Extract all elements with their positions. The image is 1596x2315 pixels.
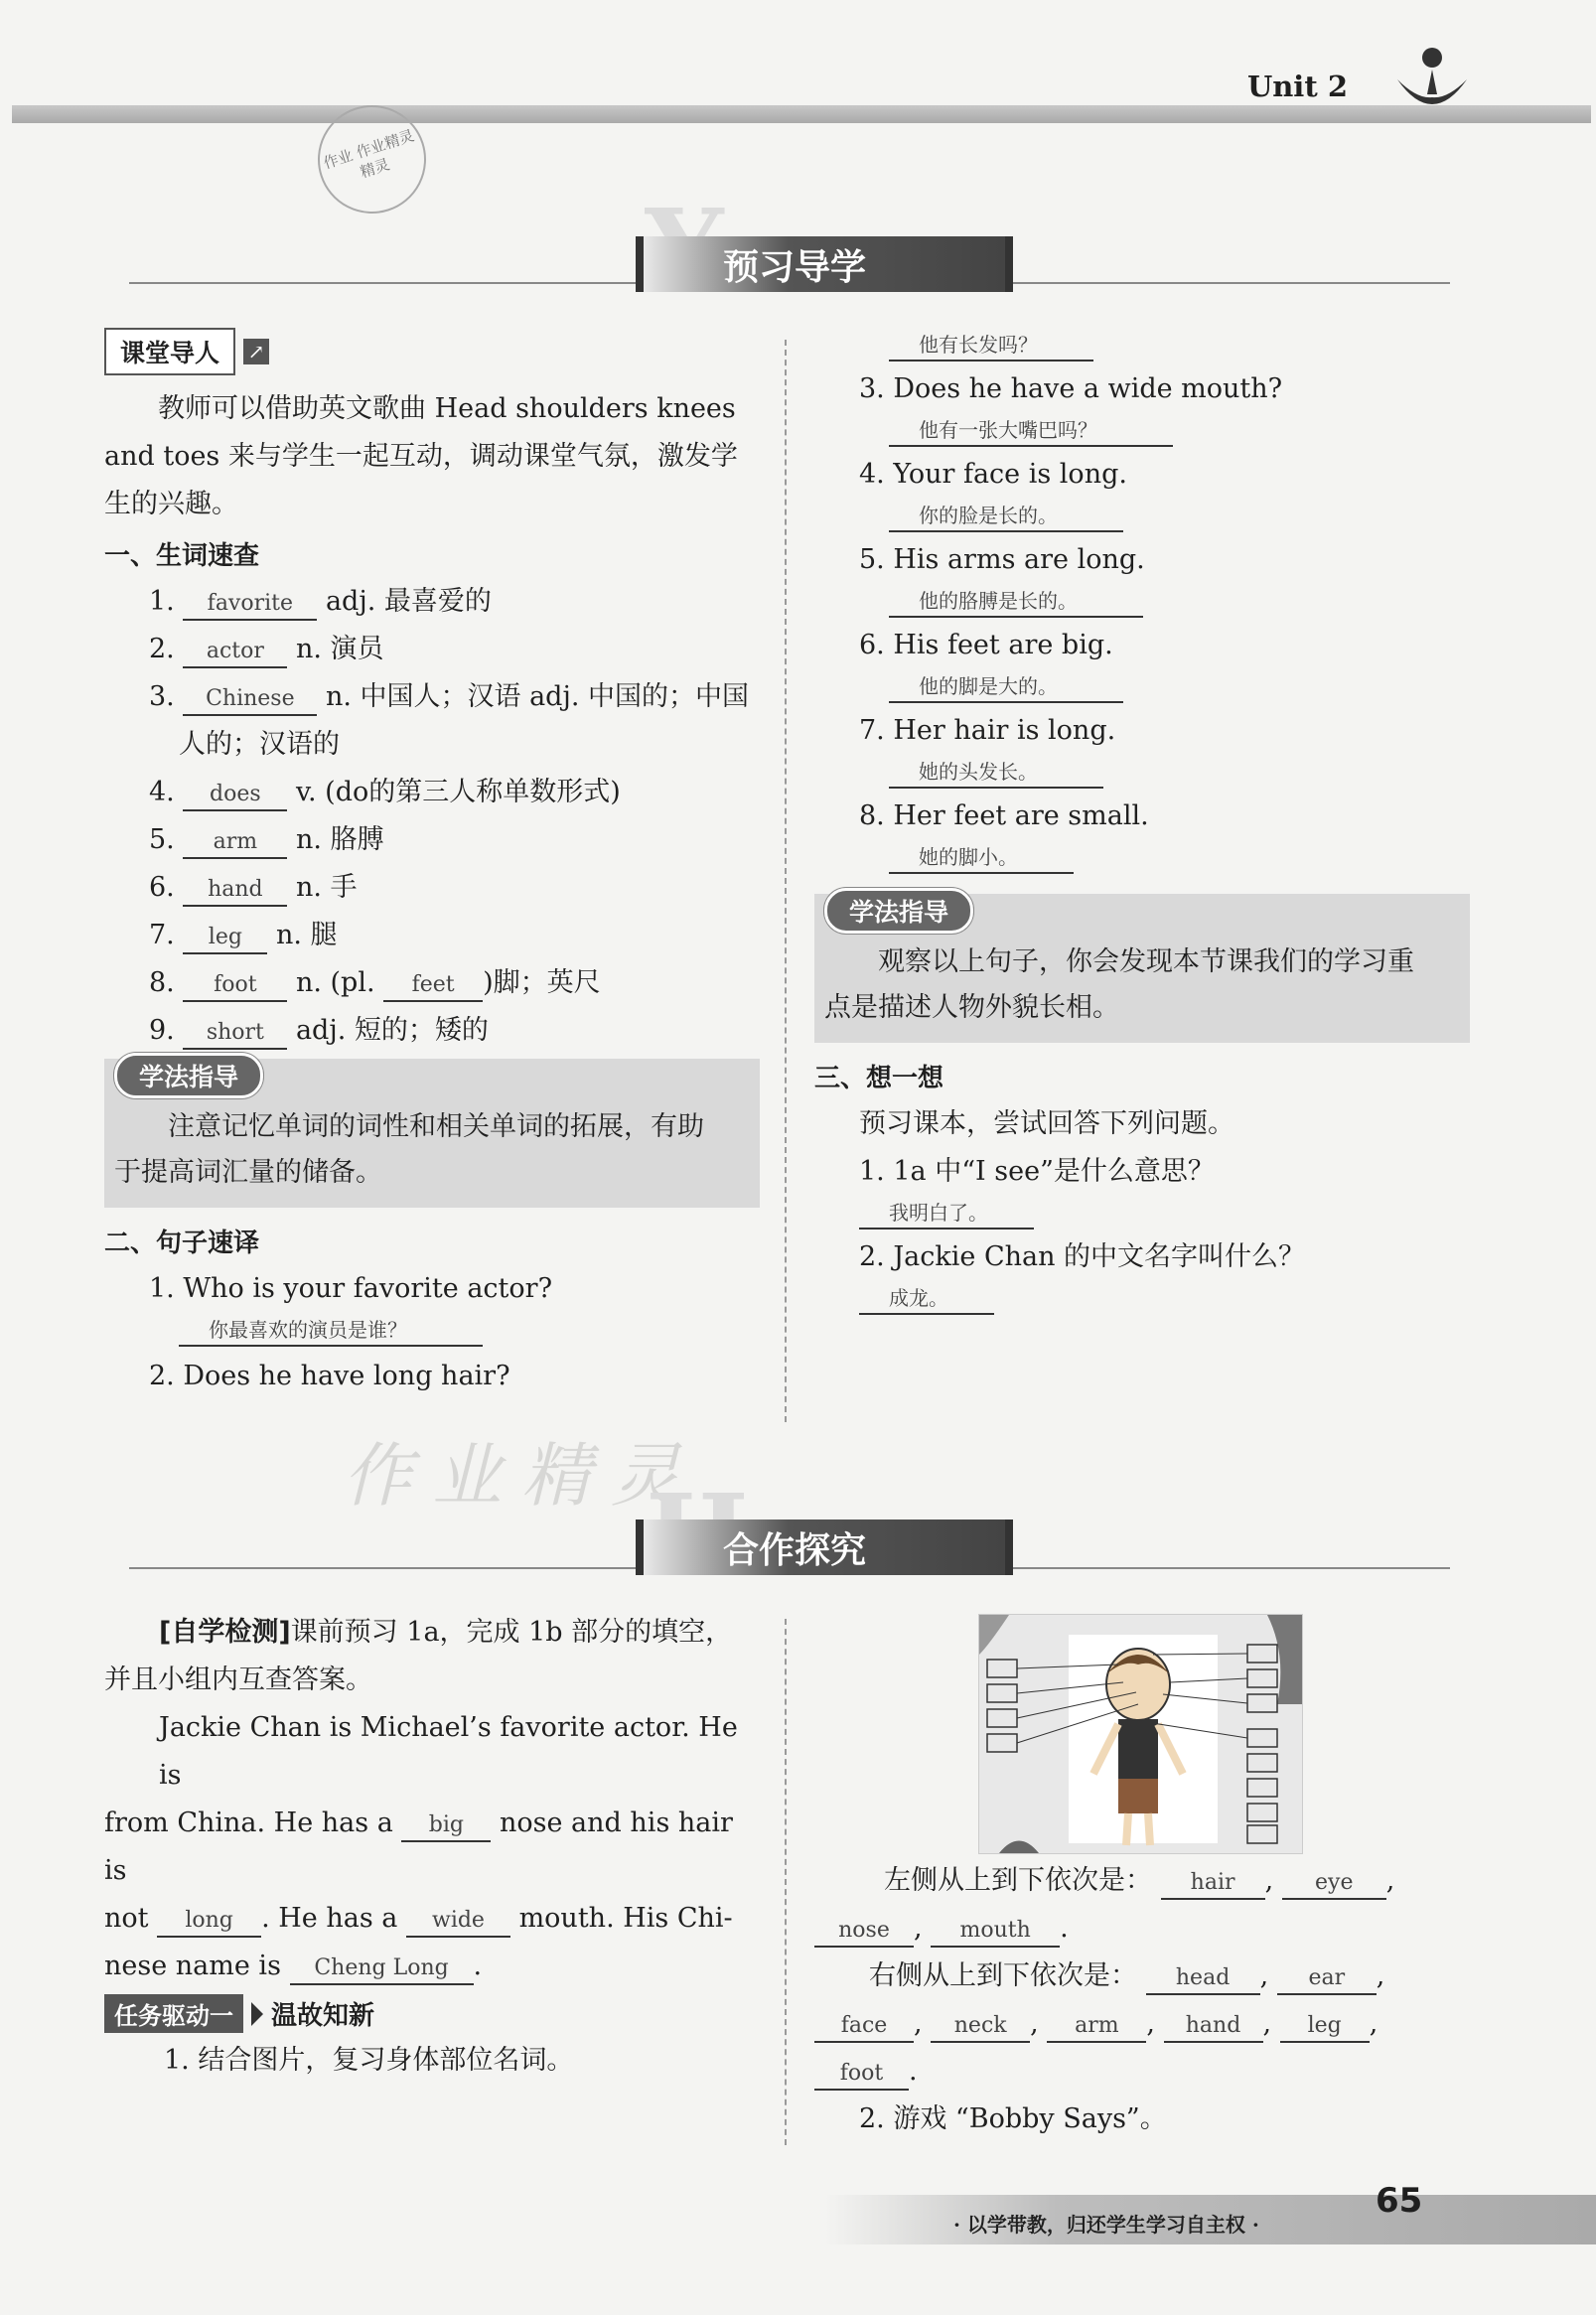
left-column-1: [104, 328, 760, 1400]
passage-line: nese name is Cheng Long .: [104, 1943, 760, 1990]
sentence: 3. Does he have a wide mouth?: [859, 373, 1283, 404]
translate-heading: 二、句子速译: [104, 1229, 260, 1258]
sentence-answer: 他的脚是大的。: [889, 671, 1123, 703]
intro-line-2: and toes 来与学生一起互动，调动课堂气氛，激发学: [104, 441, 738, 472]
sentence: 5. His arms are long.: [859, 544, 1145, 575]
section-title-banner: [636, 236, 1013, 292]
boy-illustration: [979, 1615, 1302, 1853]
think-intro: 预习课本，尝试回答下列问题。: [859, 1108, 1234, 1139]
right-column-2: [814, 1857, 1470, 2143]
sentence: 6. His feet are big.: [859, 630, 1113, 660]
right-column-1: [814, 328, 1470, 1315]
vocab-item: 8. foot n. (pl. feet )脚；英尺: [104, 959, 760, 1007]
tip-text: 点是描述人物外貌长相。: [824, 992, 1119, 1023]
sentence-answer: 他的胳膊是长的。: [889, 586, 1143, 618]
game-item: 2. 游戏 “Bobby Says”。: [859, 2103, 1167, 2134]
tip-text: 注意记忆单词的词性和相关单词的拓展，有助: [168, 1111, 704, 1142]
sentence-answer: 她的脚小。: [889, 842, 1074, 874]
sentence-answer: 你最喜欢的演员是谁？: [179, 1315, 483, 1347]
think-heading: 三、想一想: [814, 1064, 944, 1093]
left-side-answers: 左侧从上到下依次是： hair , eye ,: [814, 1857, 1470, 1905]
section-title-banner: [636, 1519, 1013, 1575]
vocab-heading: 一、生词速查: [104, 541, 260, 571]
intro-tag: 课堂导人: [104, 328, 235, 375]
passage-line: Jackie Chan is Michael’s favorite actor. He is: [159, 1712, 738, 1791]
arrow-icon: ↗: [243, 339, 269, 364]
vocab-item: 9. short adj. 短的；矮的: [104, 1007, 760, 1055]
think-answer: 成龙。: [859, 1283, 994, 1315]
think-answer: 我明白了。: [859, 1198, 1034, 1230]
vocab-item: 7. leg n. 腿: [104, 912, 760, 959]
task-tag: 任务驱动一: [104, 1994, 243, 2033]
intro-line-1: 教师可以借助英文歌曲 Head shoulders knees: [158, 393, 736, 424]
footer-slogan: · 以学带教，归还学生学习自主权 ·: [953, 2213, 1259, 2237]
task-header: [104, 1994, 760, 2033]
unit-label: Unit 2: [1246, 70, 1348, 103]
column-divider: [785, 340, 787, 1422]
left-side-answers-cont: nose , mouth .: [814, 1905, 1470, 1953]
sentence-answer: 他有长发吗？: [889, 330, 1093, 362]
logo-icon: [1387, 40, 1477, 129]
column-divider: [785, 1619, 787, 2145]
right-side-answers-cont: face , neck , arm , hand , leg ,: [814, 2000, 1470, 2048]
watermark: 作业精灵: [343, 1435, 700, 1517]
tip-text: 于提高词汇量的储备。: [114, 1157, 382, 1188]
passage-line: from China. He has a big nose and his hair is: [104, 1808, 733, 1886]
vocab-item-continued: 人的；汉语的: [179, 729, 340, 760]
task-title: 温故知新: [271, 2001, 375, 2031]
right-side-answers: 右侧从上到下依次是： head , ear ,: [814, 1953, 1470, 2000]
section-title: 合作探究: [723, 1529, 867, 1571]
vocab-item: 5. arm n. 胳膊: [104, 816, 760, 864]
sentence: 1. Who is your favorite actor?: [149, 1273, 553, 1304]
self-check-line: 并且小组内互查答案。: [104, 1664, 372, 1695]
sentence: 8. Her feet are small.: [859, 800, 1149, 831]
play-icon: [251, 2002, 263, 2026]
tip-label: 学法指导: [824, 888, 973, 934]
right-side-answers-cont: foot .: [814, 2048, 1470, 2096]
sentence: 7. Her hair is long.: [859, 715, 1116, 746]
sentence-answer: 你的脸是长的。: [889, 501, 1123, 532]
vocab-item: 2. actor n. 演员: [104, 626, 760, 673]
intro-line-3: 生的兴趣。: [104, 489, 238, 519]
vocab-item: 4. does v. (do的第三人称单数形式): [104, 769, 760, 816]
stamp-seal: 作业 作业精灵 精灵: [304, 91, 440, 227]
left-column-2: [104, 1609, 760, 2085]
sentence-answer: 他有一张大嘴巴吗？: [889, 415, 1173, 447]
page-number: 65: [1376, 2181, 1423, 2221]
sentence: 4. Your face is long.: [859, 459, 1127, 490]
passage-line: not long . He has a wide mouth. His Chi-: [104, 1895, 760, 1943]
task-item: 1. 结合图片，复习身体部位名词。: [164, 2045, 574, 2076]
self-check-line: [自学检测]课前预习 1a，完成 1b 部分的填空，: [159, 1617, 733, 1648]
think-question: 1. 1a 中“I see”是什么意思？: [859, 1156, 1215, 1187]
tip-box: [814, 894, 1470, 1043]
tip-label: 学法指导: [114, 1053, 263, 1098]
vocab-item: 3. Chinese n. 中国人；汉语 adj. 中国的；中国: [104, 673, 760, 721]
think-question: 2. Jackie Chan 的中文名字叫什么？: [859, 1241, 1306, 1272]
tip-box: [104, 1059, 760, 1208]
sentence-answer: 她的头发长。: [889, 757, 1103, 789]
vocab-item: 1. favorite adj. 最喜爱的: [104, 578, 760, 626]
tip-text: 观察以上句子，你会发现本节课我们的学习重: [878, 946, 1414, 977]
vocab-item: 6. hand n. 手: [104, 864, 760, 912]
sentence: 2. Does he have long hair?: [149, 1361, 510, 1391]
header-bar: [12, 105, 1591, 123]
body-parts-picture: [978, 1614, 1303, 1854]
section-title: 预习导学: [723, 246, 867, 288]
